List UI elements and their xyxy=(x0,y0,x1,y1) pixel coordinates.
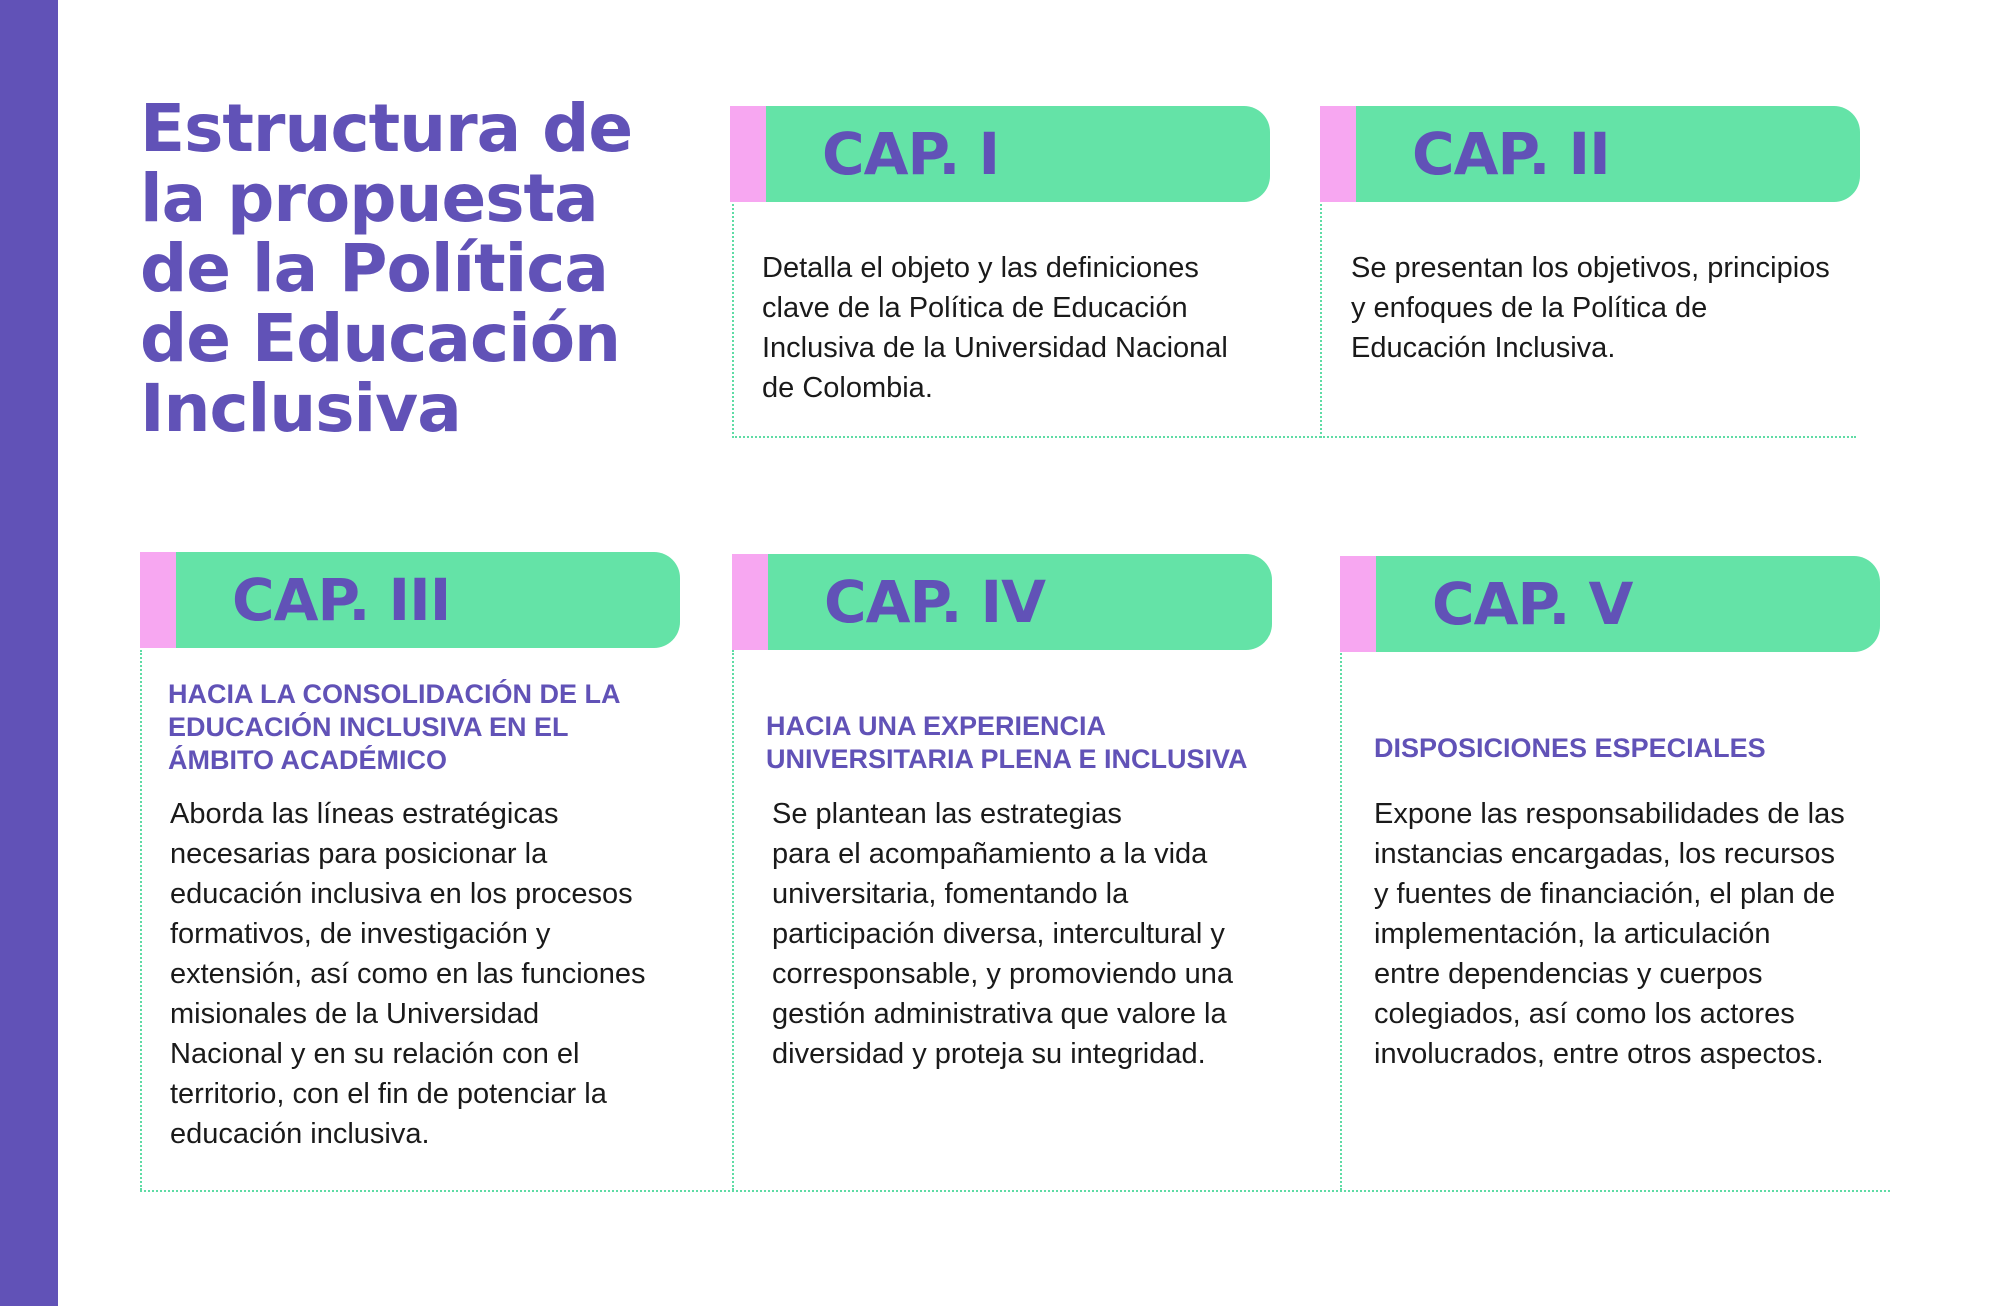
subtitle-line: UNIVERSITARIA PLENA E INCLUSIVA xyxy=(766,744,1248,774)
text-line: extensión, así como en las funciones xyxy=(170,958,646,990)
divider xyxy=(1320,200,1322,438)
text-line: participación diversa, intercultural y xyxy=(772,918,1225,950)
title-line: la propuesta xyxy=(140,160,598,237)
text-line: clave de la Política de Educación xyxy=(762,292,1188,324)
text-line: universitaria, fomentando la xyxy=(772,878,1129,910)
divider xyxy=(140,650,142,1190)
chapter-3-subtitle xyxy=(168,678,728,777)
text-line: Inclusiva de la Universidad Nacional xyxy=(762,332,1228,364)
text-line: educación inclusiva. xyxy=(170,1118,430,1150)
text-line: necesarias para posicionar la xyxy=(170,838,548,870)
text-line: formativos, de investigación y xyxy=(170,918,551,950)
text-line: Detalla el objeto y las definiciones xyxy=(762,252,1199,284)
chapter-2-banner xyxy=(1320,106,1860,202)
chapter-5-subtitle xyxy=(1374,732,1894,765)
text-line: para el acompañamiento a la vida xyxy=(772,838,1208,870)
text-line: gestión administrativa que valore la xyxy=(772,998,1227,1030)
text-line: Se plantean las estrategias xyxy=(772,798,1122,830)
text-line: Expone las responsabilidades de las xyxy=(1374,798,1845,830)
subtitle-line: HACIA LA CONSOLIDACIÓN DE LA xyxy=(168,679,621,709)
banner-accent xyxy=(732,554,768,650)
chapter-4-description xyxy=(772,794,1332,1074)
page-title xyxy=(140,90,660,447)
banner-accent xyxy=(1320,106,1356,202)
chapter-2-description xyxy=(1351,248,1891,368)
divider xyxy=(732,436,1856,438)
chapter-1-banner xyxy=(730,106,1270,202)
title-line: de Educación xyxy=(140,300,621,377)
divider xyxy=(732,650,734,1190)
chapter-5-banner xyxy=(1340,556,1880,652)
subtitle-line: HACIA UNA EXPERIENCIA xyxy=(766,711,1107,741)
banner-accent xyxy=(140,552,176,648)
subtitle-line: DISPOSICIONES ESPECIALES xyxy=(1374,733,1766,763)
chapter-4-subtitle xyxy=(766,710,1326,776)
divider xyxy=(140,1190,1890,1192)
text-line: instancias encargadas, los recursos xyxy=(1374,838,1836,870)
subtitle-line: EDUCACIÓN INCLUSIVA EN EL xyxy=(168,712,569,742)
text-line: corresponsable, y promoviendo una xyxy=(772,958,1234,990)
text-line: y fuentes de financiación, el plan de xyxy=(1374,878,1836,910)
text-line: diversidad y proteja su integridad. xyxy=(772,1038,1206,1070)
text-line: Educación Inclusiva. xyxy=(1351,332,1616,364)
text-line: Aborda las líneas estratégicas xyxy=(170,798,559,830)
chapter-3-banner xyxy=(140,552,680,648)
chapter-label: CAP. II xyxy=(1412,120,1610,188)
text-line: implementación, la articulación xyxy=(1374,918,1771,950)
chapter-1-description xyxy=(762,248,1282,408)
chapter-label: CAP. I xyxy=(822,120,1000,188)
left-accent-bar xyxy=(0,0,58,1306)
title-line: Estructura de xyxy=(140,90,633,167)
text-line: educación inclusiva en los procesos xyxy=(170,878,633,910)
chapter-label: CAP. V xyxy=(1432,570,1633,638)
chapter-label: CAP. III xyxy=(232,566,451,634)
text-line: involucrados, entre otros aspectos. xyxy=(1374,1038,1824,1070)
text-line: Se presentan los objetivos, principios xyxy=(1351,252,1830,284)
text-line: y enfoques de la Política de xyxy=(1351,292,1708,324)
chapter-4-banner xyxy=(732,554,1272,650)
text-line: de Colombia. xyxy=(762,372,933,404)
divider xyxy=(1340,650,1342,1190)
subtitle-line: ÁMBITO ACADÉMICO xyxy=(168,745,447,775)
chapter-5-description xyxy=(1374,794,1934,1074)
chapter-label: CAP. IV xyxy=(824,568,1046,636)
chapter-3-description xyxy=(170,794,730,1154)
text-line: misionales de la Universidad xyxy=(170,998,540,1030)
text-line: Nacional y en su relación con el xyxy=(170,1038,580,1070)
banner-accent xyxy=(730,106,766,202)
title-line: de la Política xyxy=(140,230,608,307)
divider xyxy=(732,200,734,438)
title-line: Inclusiva xyxy=(140,370,461,447)
text-line: territorio, con el fin de potenciar la xyxy=(170,1078,607,1110)
text-line: colegiados, así como los actores xyxy=(1374,998,1795,1030)
text-line: entre dependencias y cuerpos xyxy=(1374,958,1763,990)
banner-accent xyxy=(1340,556,1376,652)
